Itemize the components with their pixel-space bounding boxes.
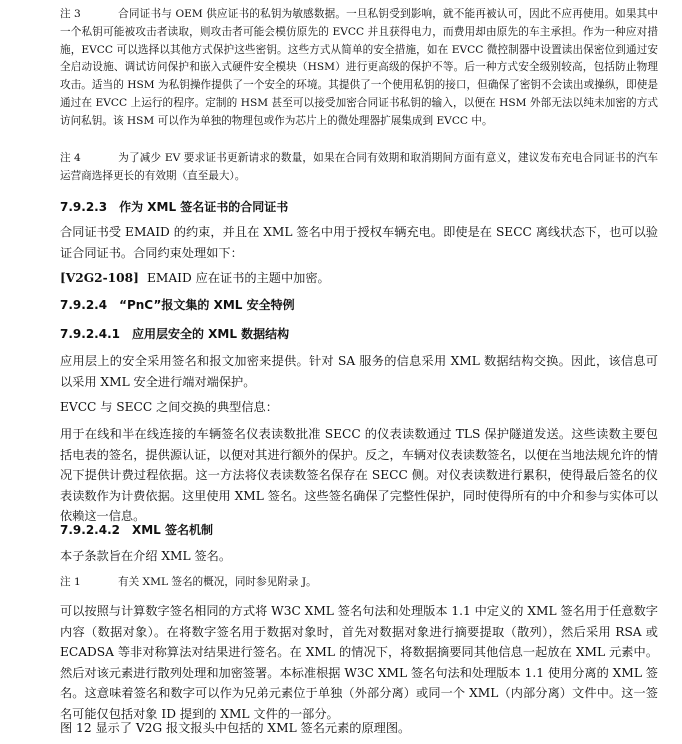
heading-title: 作为 XML 签名证书的合同证书	[119, 200, 289, 214]
note-3-label: 注 3	[60, 8, 81, 20]
paragraph-meter-reading: 用于在线和半在线连接的车辆签名仪表读数批准 SECC 的仪表读数通过 TLS 保护隧道发送。这些读数主要包括电表的签名，提供源认证，以便对其进行额外的保护。反之，车辆对仪表读数签名，以便在当地法规允许的情况下提供计费过程依据。这一方法将仪表读数签名保存在 SECC 侧。对仪表读数进行累积，使得最后签名的仪表读数作为计费依据。这里使用 XML 签名。这些签名确保了完整性保护，同时使得所有的中介和参与实体可以依赖这一信息。	[60, 427, 658, 523]
paragraph-xml-signature-intro: 本子条款旨在介绍 XML 签名。	[60, 549, 232, 563]
heading-number: 7.9.2.3	[60, 200, 108, 214]
note-1-label: 注 1	[60, 576, 81, 588]
paragraph-xml-signature-mechanism: 可以按照与计算数字签名相同的方式将 W3C XML 签名句法和处理版本 1.1 中定义的 XML 签名用于任意数字内容（数据对象）。在将数字签名用于数据对象时，首先对数据对象进行摘要提取（散列），然后采用 RSA 或 ECADSA 等非对称算法对结果进行签名。在 XML 的情况下，将数据摘要同其他信息一起放在 XML 元素中。然后对该元素进行散列处理和加密签署。本标准根据 W3C XML 签名句法和处理版本 1.1 使用分离的 XML 签名。这意味着签名和数字可以作为兄弟元素位于单独（外部分离）或同一个 XML（内部分离）文件中。这一签名可能仅包括对象 ID 提到的 XML 文件的一部分。	[60, 604, 658, 721]
requirement-text: EMAID 应在证书的主题中加密。	[147, 271, 330, 285]
heading-7-9-2-4-2	[60, 521, 658, 539]
paragraph-application-layer-security: 应用层上的安全采用签名和报文加密来提供。针对 SA 服务的信息采用 XML 数据结构交换。因此，该信息可以采用 XML 安全进行端对端保护。	[60, 354, 658, 389]
heading-7-9-2-3	[60, 198, 658, 216]
heading-title: “PnC”报文集的 XML 安全特例	[119, 298, 295, 312]
note-3-text: 合同证书与 OEM 供应证书的私钥为敏感数据。一旦私钥受到影响，就不能再被认可，因此不应再使用。如果其中一个私钥可能被攻击者读取，则攻击者可能会模仿原先的 EVCC 并且获得电力，而费用却由原先的车主承担。作为一种应对措施，EVCC 可以选择以其他方式保护这些密钥。这些方式从简单的安全措施，如在 EVCC 微控制器中设置读出保密位到通过安全启动设施、调试访问保护和嵌入式硬件安全模块（HSM）进行更高级的保护不等。后一种方式安全级别较高，包括防止物理攻击。适当的 HSM 为私钥操作提供了一个安全的环境。其提供了一个使用私钥的接口，但确保了密钥不会读出或操纵，即使是通过在 EVCC 上运行的程序。定制的 HSM 甚至可以接受加密合同证书私钥的输入，以便在 HSM 外部无法以纯未加密的方式访问私钥。该 HSM 可以作为单独的物理包或作为芯片上的微处理器扩展集成到 EVCC 中。	[60, 8, 658, 127]
heading-title: XML 签名机制	[131, 523, 214, 537]
note-3	[60, 6, 658, 131]
note-4-text: 为了减少 EV 要求证书更新请求的数量，如果在合同有效期和取消期间方面有意义，建议发布充电合同证书的汽车运营商选择更长的有效期（直至最大）。	[60, 152, 658, 182]
note-1	[60, 574, 658, 592]
heading-title: 应用层安全的 XML 数据结构	[131, 327, 290, 341]
heading-number: 7.9.2.4.1	[60, 327, 120, 341]
paragraph-contract-certificate: 合同证书受 EMAID 的约束，并且在 XML 签名中用于授权车辆充电。即使是在 SECC 离线状态下，也可以验证合同证书。合同约束处理如下：	[60, 225, 658, 260]
heading-number: 7.9.2.4	[60, 298, 108, 312]
heading-7-9-2-4	[60, 296, 658, 314]
note-4	[60, 150, 658, 186]
heading-number: 7.9.2.4.2	[60, 523, 120, 537]
paragraph-typical-information: EVCC 与 SECC 之间交换的典型信息：	[60, 400, 278, 414]
note-1-text: 有关 XML 签名的概况，同时参见附录 J。	[118, 576, 317, 588]
requirement-v2g2-108	[60, 268, 658, 289]
heading-7-9-2-4-1	[60, 325, 658, 343]
paragraph-figure-12-reference: 图 12 显示了 V2G 报文报头中包括的 XML 签名元素的原理图。	[60, 721, 411, 735]
requirement-id: [V2G2-108]	[60, 271, 139, 285]
note-4-label: 注 4	[60, 152, 81, 164]
